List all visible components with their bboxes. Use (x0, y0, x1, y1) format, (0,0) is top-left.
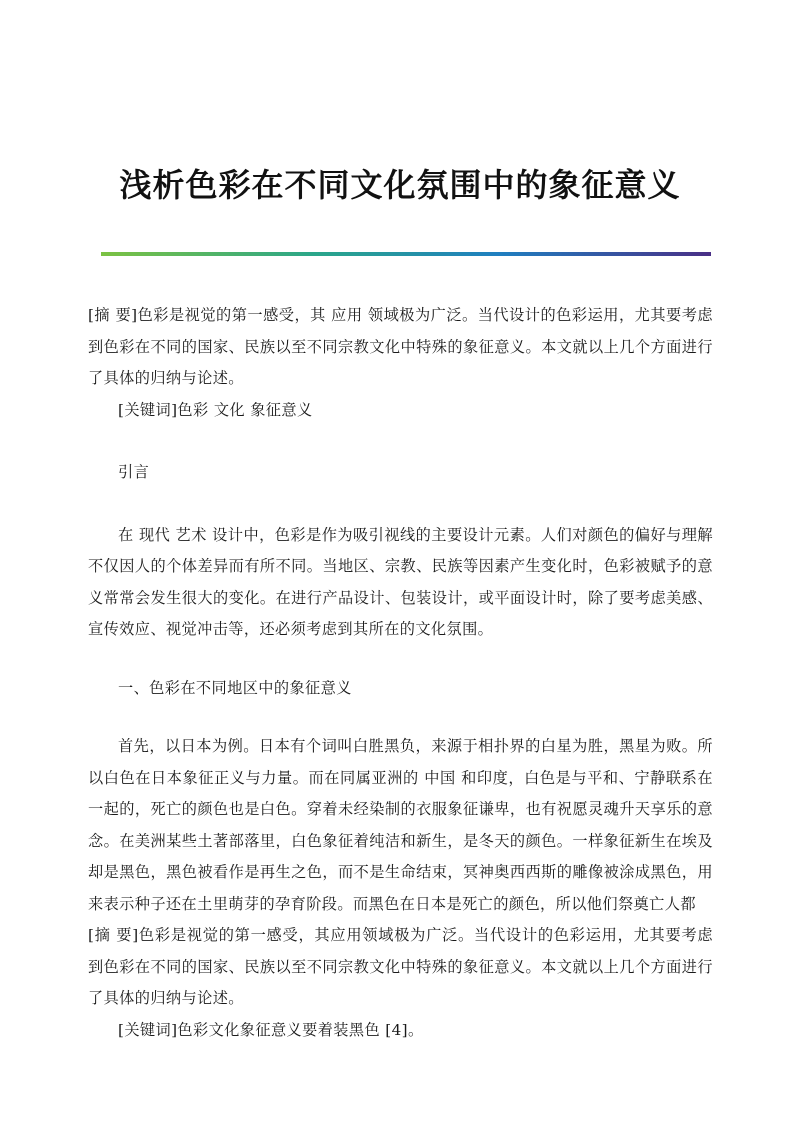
section-1-paragraph: 首先，以日本为例。日本有个词叫白胜黑负，来源于相扑界的白星为胜，黑星为败。所以白色在日本象征正义与力量。而在同属亚洲的 中国 和印度，白色是与平和、宁静联系在一起的，死亡的颜色也是白色。穿着未经染制的衣服象征谦卑，也有祝愿灵魂升天享乐的意念。在美洲某些土著部落里，白色象征着纯洁和新生，是冬天的颜色。一样象征新生在埃及却是黑色，黑色被看作是再生之色，而不是生命结束，冥神奥西西斯的雕像被涂成黑色，用来表示种子还在土里萌芽的孕育阶段。而黑色在日本是死亡的颜色，所以他们祭奠亡人都 (88, 737, 713, 913)
abstract-repeat: [摘 要]色彩是视觉的第一感受，其应用领域极为广泛。当代设计的色彩运用，尤其要考虑到色彩在不同的国家、民族以至不同宗教文化中特殊的象征意义。本文就以上几个方面进行了具体的归纳与论述。 (88, 926, 713, 1007)
section-1-heading: 一、色彩在不同地区中的象征意义 (118, 678, 352, 697)
intro-heading: 引言 (118, 463, 150, 481)
keywords-repeat: [关键词]色彩文化象征意义要着装黑色 [4]。 (118, 1020, 424, 1039)
keywords: [关键词]色彩 文化 象征意义 (118, 400, 313, 419)
document-body (88, 300, 713, 1046)
abstract: [摘 要]色彩是视觉的第一感受，其 应用 领域极为广泛。当代设计的色彩运用，尤其要考虑到色彩在不同的国家、民族以至不同宗教文化中特殊的象征意义。本文就以上几个方面进行了具体的归纳与论述。 (88, 306, 713, 387)
intro-paragraph: 在 现代 艺术 设计中，色彩是作为吸引视线的主要设计元素。人们对颜色的偏好与理解不仅因人的个体差异而有所不同。当地区、宗教、民族等因素产生变化时，色彩被赋予的意义常常会发生很大的变化。在进行产品设计、包装设计，或平面设计时，除了要考虑美感、宣传效应、视觉冲击等，还必须考虑到其所在的文化氛围。 (88, 525, 713, 638)
page-title: 浅析色彩在不同文化氛围中的象征意义 (119, 166, 681, 204)
title-divider (101, 252, 711, 256)
